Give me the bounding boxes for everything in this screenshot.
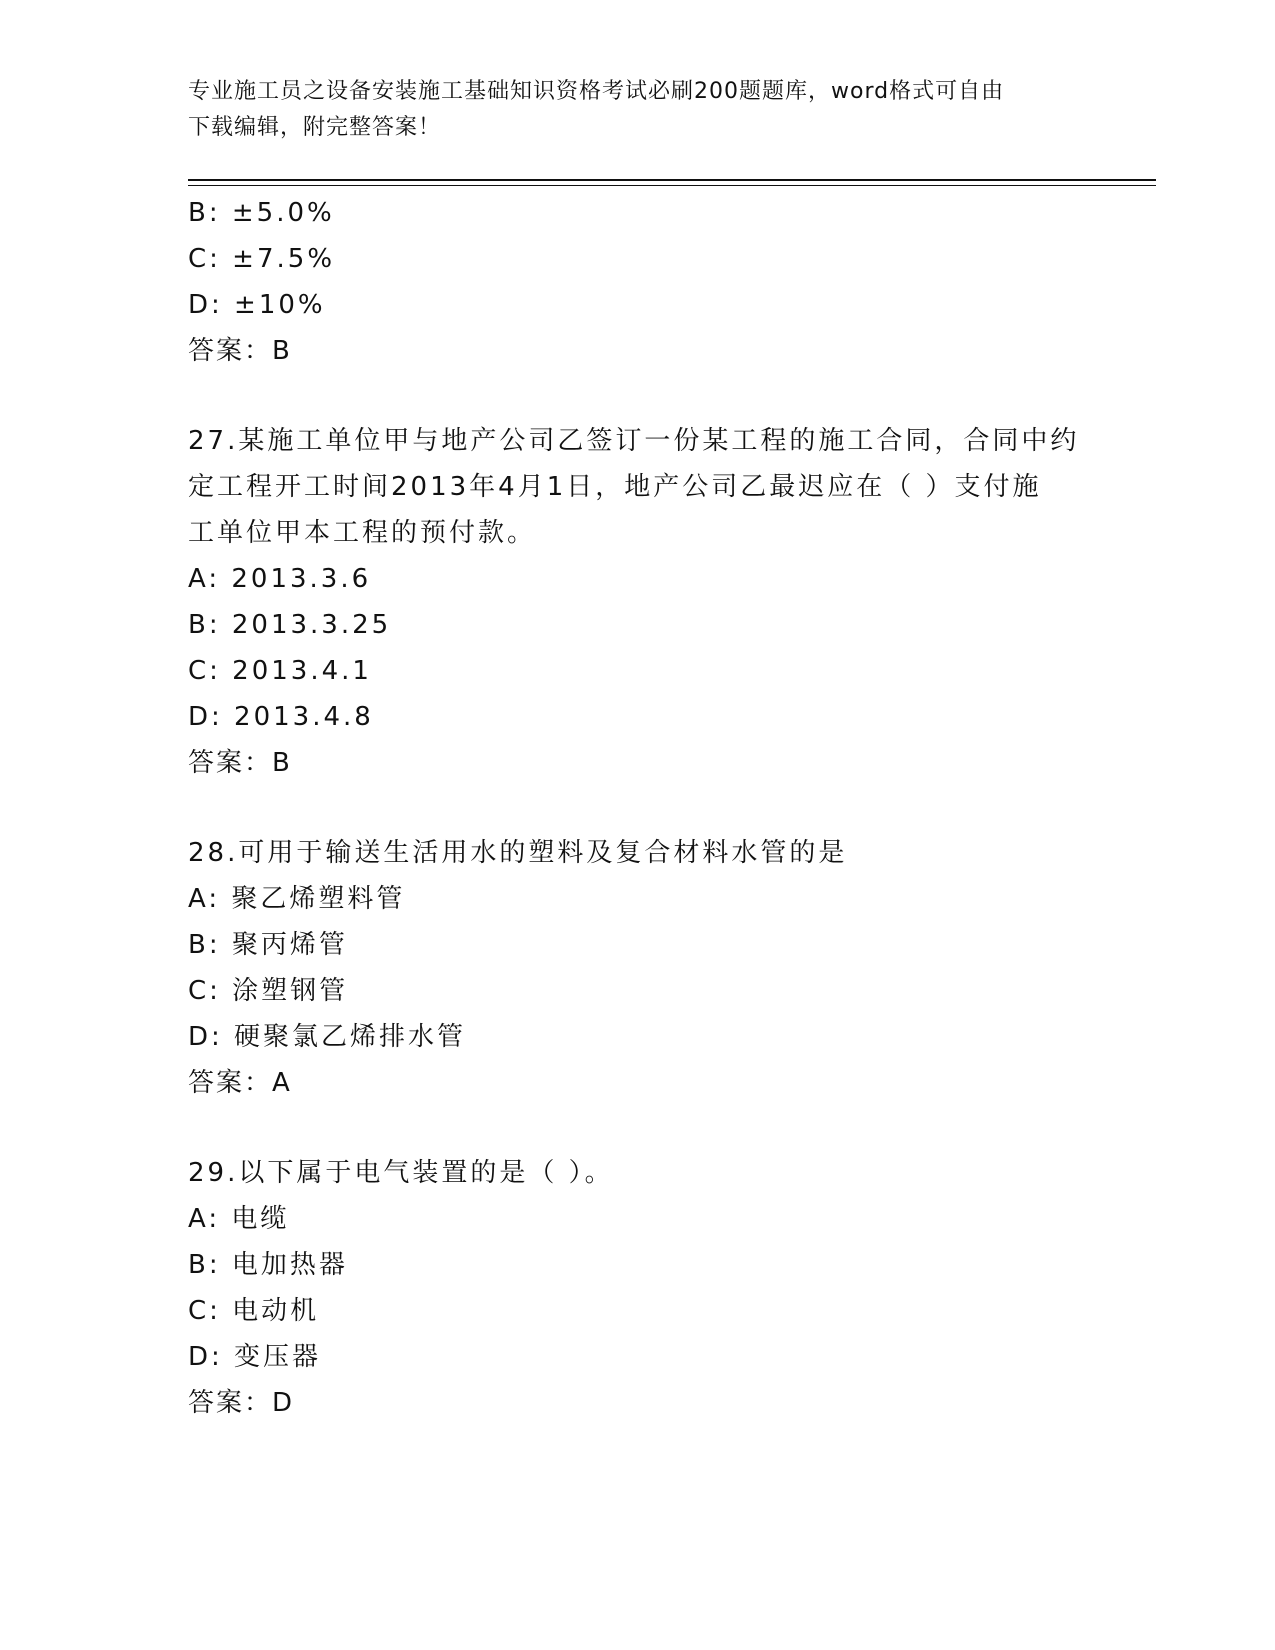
header-rule-thick [188,179,1156,181]
answer-line: 答案：B [188,748,292,778]
header-rule-thin [188,185,1156,186]
header-line-2: 下载编辑，附完整答案！ [188,115,442,140]
option-c: C: 涂塑钢管 [188,976,349,1006]
question-text-line: 27.某施工单位甲与地产公司乙签订一份某工程的施工合同，合同中约 [188,426,1080,456]
question-28 [188,830,1088,1106]
option-d: D: 硬聚氯乙烯排水管 [188,1022,467,1052]
header-line-1: 专业施工员之设备安装施工基础知识资格考试必刷200题题库，word格式可自由 [188,79,1005,104]
option-d: D: 变压器 [188,1342,322,1372]
option-c: C: ±7.5% [188,244,336,274]
question-text-line: 28.可用于输送生活用水的塑料及复合材料水管的是 [188,838,848,868]
option-a: A: 2013.3.6 [188,564,372,594]
document-header [188,74,1088,146]
option-d: D: 2013.4.8 [188,702,374,732]
question-text-line: 工单位甲本工程的预付款。 [188,518,537,548]
option-b: B: ±5.0% [188,198,335,228]
option-d: D: ±10% [188,290,326,320]
question-text-line: 29.以下属于电气装置的是（ ）。 [188,1158,614,1188]
question-27 [188,418,1088,786]
option-a: A: 电缆 [188,1204,290,1234]
document-body [188,190,1088,1426]
answer-line: 答案：A [188,1068,292,1098]
previous-question-tail [188,190,1088,374]
answer-line: 答案：D [188,1388,295,1418]
option-b: B: 2013.3.25 [188,610,392,640]
answer-line: 答案：B [188,336,292,366]
option-b: B: 电加热器 [188,1250,348,1280]
option-c: C: 2013.4.1 [188,656,372,686]
option-b: B: 聚丙烯管 [188,930,348,960]
question-text-line: 定工程开工时间2013年4月1日，地产公司乙最迟应在（ ）支付施 [188,472,1042,502]
option-c: C: 电动机 [188,1296,320,1326]
option-a: A: 聚乙烯塑料管 [188,884,406,914]
question-29 [188,1150,1088,1426]
